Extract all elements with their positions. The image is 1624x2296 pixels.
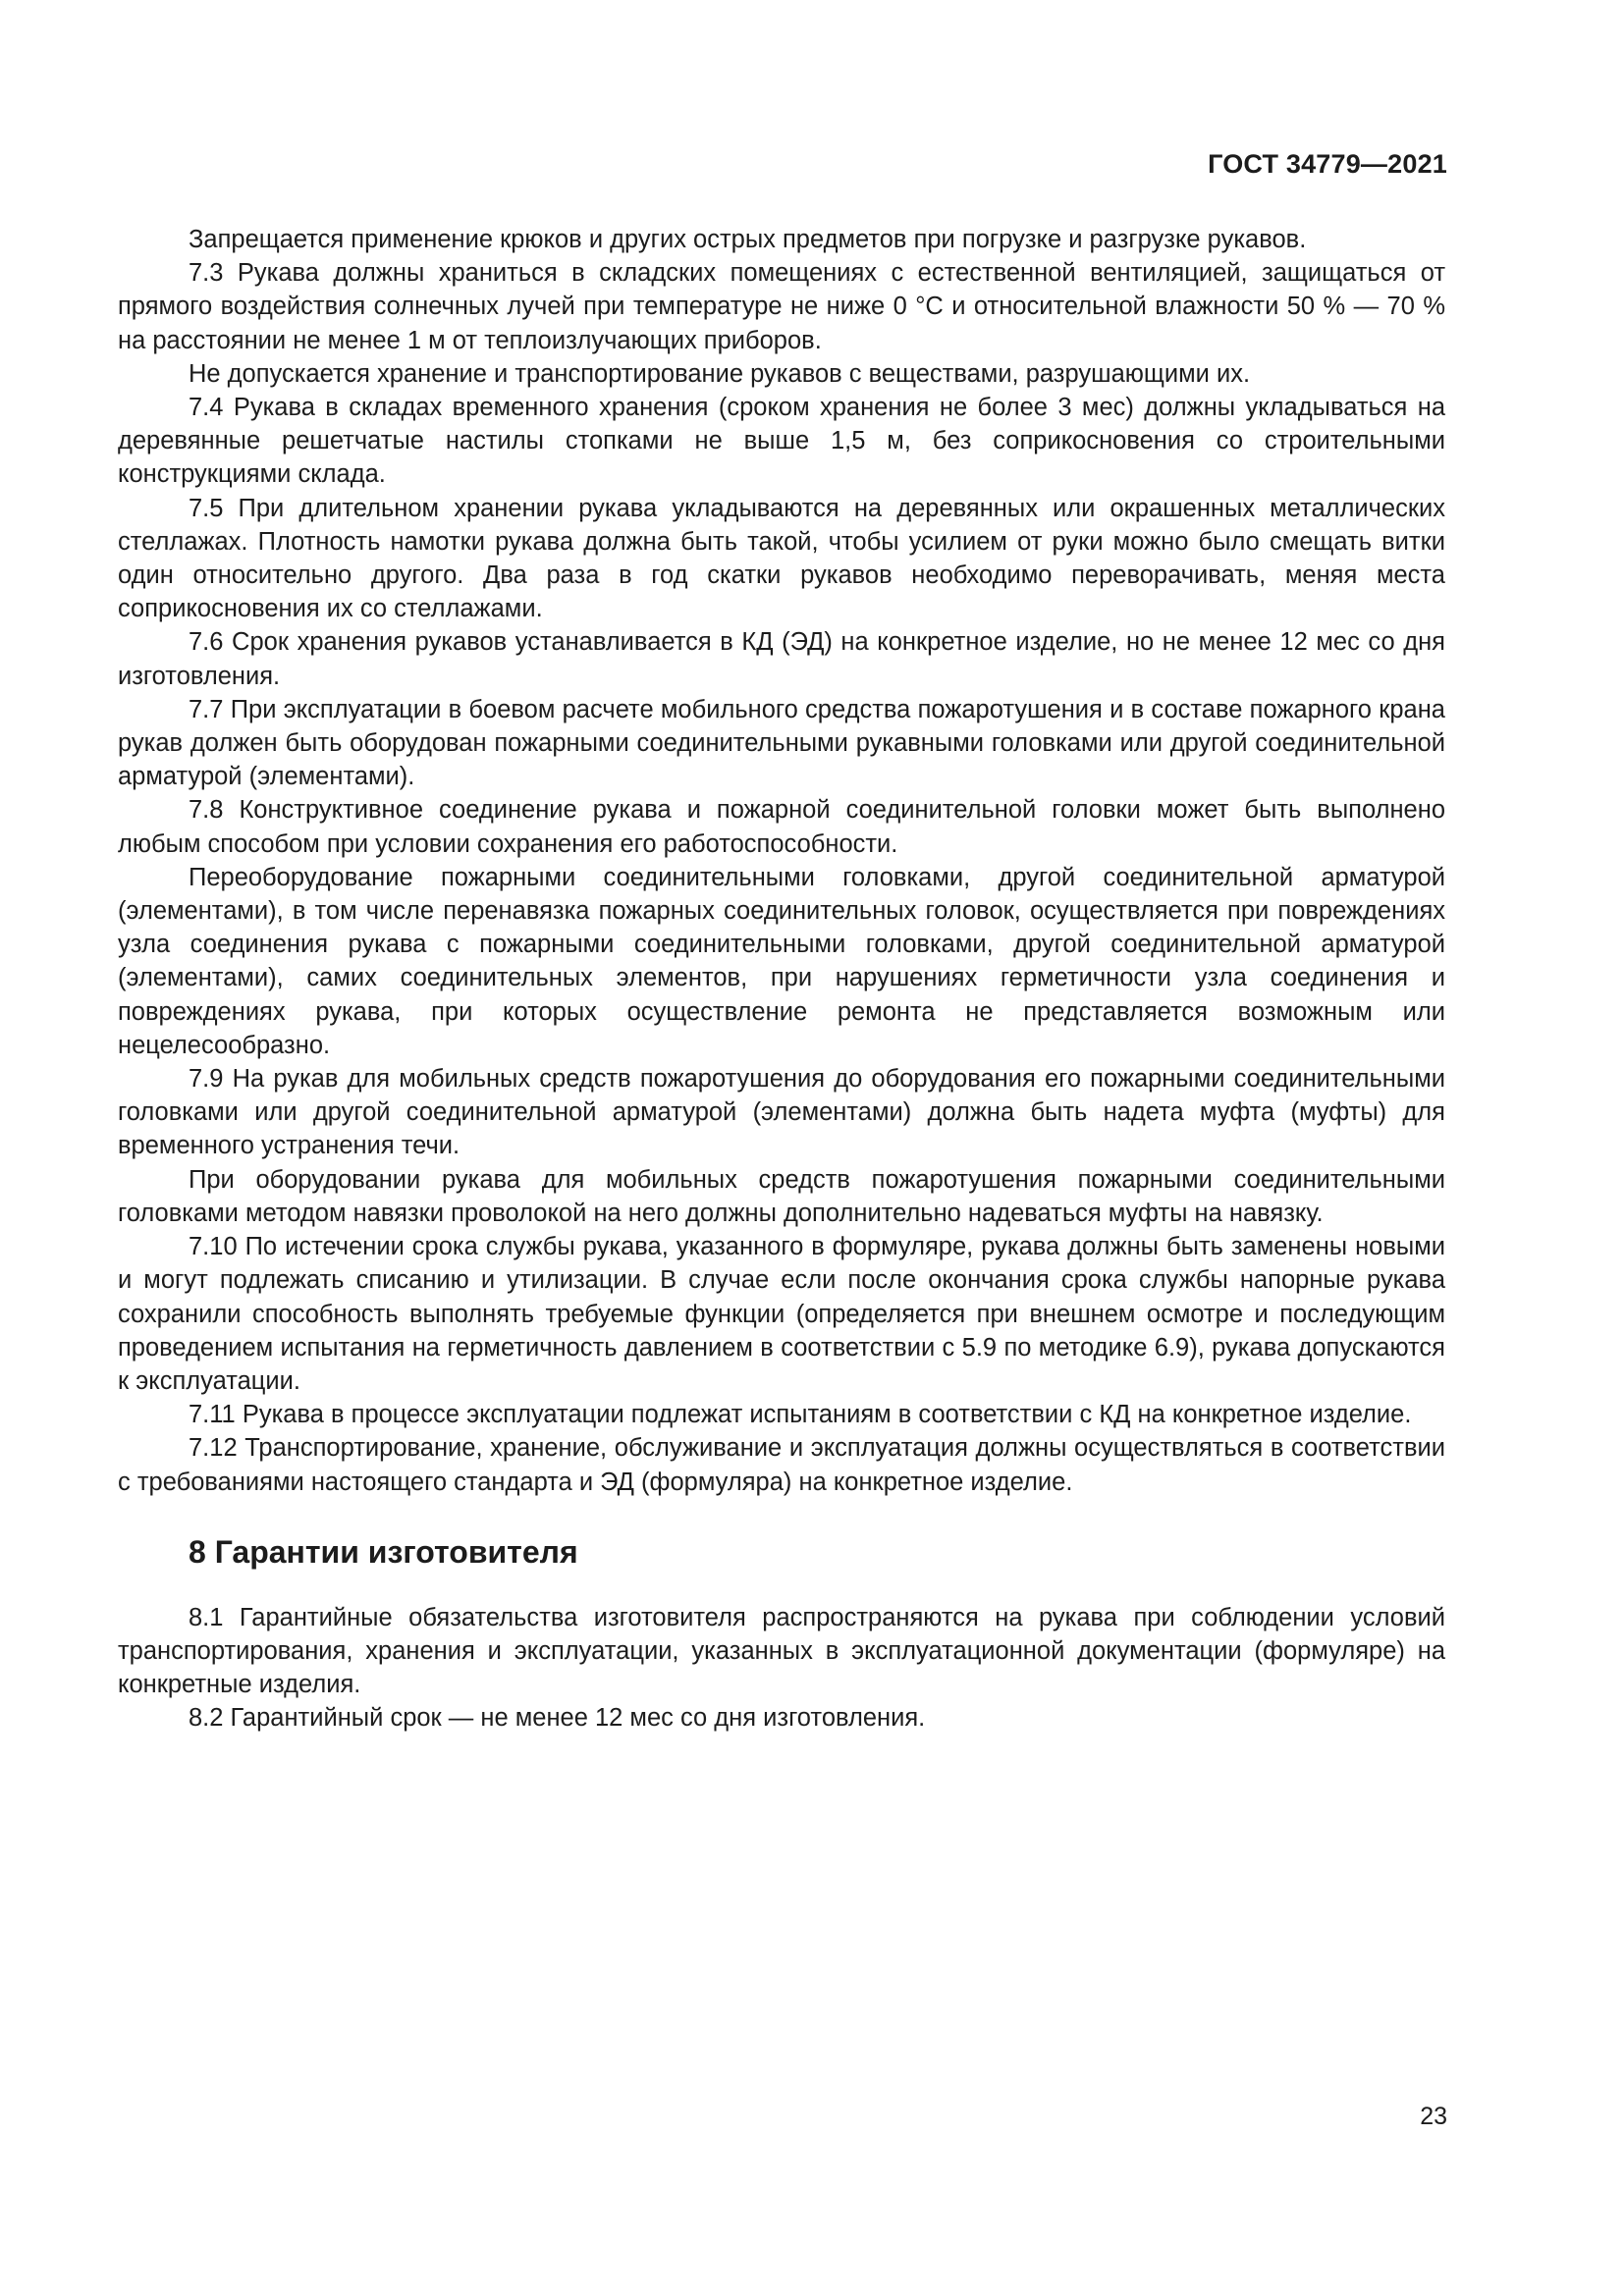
paragraph-7-7: 7.7 При эксплуатации в боевом расчете мобильного средства пожаротушения и в составе пожарного крана рукав должен быть оборудован пожарными соединительными рукавными головками или другой соединительной арматурой (элементами). xyxy=(118,695,1445,791)
paragraph-8-1: 8.1 Гарантийные обязательства изготовителя распространяются на рукава при соблюдении условий транспортирования, хранения и эксплуатации, указанных в эксплуатационной документации (формуляре) на конкретные изделия. xyxy=(118,1603,1445,1699)
paragraph-7-4: 7.4 Рукава в складах временного хранения (сроком хранения не более 3 мес) должны укладываться на деревянные решетчатые настилы стопками не выше 1,5 м, без соприкосновения со строительными конструкциями склада. xyxy=(118,394,1445,489)
paragraph-7-3: 7.3 Рукава должны храниться в складских помещениях с естественной вентиляцией, защищаться от прямого воздействия солнечных лучей при температуре не ниже 0 °С и относительной влажности 50 % — 70 % на расстоянии не менее 1 м от теплоизлучающих приборов. xyxy=(118,259,1445,354)
paragraph-7-5: 7.5 При длительном хранении рукава укладываются на деревянных или окрашенных металлических стеллажах. Плотность намотки рукава должна быть такой, чтобы усилием от руки можно было смещать витки один относительно другого. Два раза в год скатки рукавов необходимо переворачивать, меняя места соприкосновения их со стеллажами. xyxy=(118,494,1445,623)
paragraph-8-2: 8.2 Гарантийный срок — не менее 12 мес со дня изготовления. xyxy=(189,1704,926,1733)
paragraph-7-10: 7.10 По истечении срока службы рукава, указанного в формуляре, рукава должны быть заменены новыми и могут подлежать списанию и утилизации. В случае если после окончания срока службы напорные рукава сохранили способность выполнять требуемые функции (определяется при внешнем осмотре и последующим проведением испытания на герметичность давлением в соответствии с 5.9 по методике 6.9), рукава допускаются к эксплуатации. xyxy=(118,1233,1445,1395)
paragraph-7-9-wire-binding: При оборудовании рукава для мобильных средств пожаротушения пожарными соединительными головками методом навязки проволокой на него должны дополнительно надеваться муфты на навязку. xyxy=(118,1165,1445,1227)
paragraph-7-12: 7.12 Транспортирование, хранение, обслуживание и эксплуатация должны осуществляться в соответствии с требованиями настоящего стандарта и ЭД (формуляра) на конкретное изделие. xyxy=(118,1434,1445,1496)
paragraph-7-6: 7.6 Срок хранения рукавов устанавливается в КД (ЭД) на конкретное изделие, но не менее 12 мес со дня изготовления. xyxy=(118,628,1445,690)
paragraph-7-3-storage-restriction: Не допускается хранение и транспортирование рукавов с веществами, разрушающими их. xyxy=(189,359,1251,388)
page-number: 23 xyxy=(1420,2103,1447,2130)
paragraph-7-8: 7.8 Конструктивное соединение рукава и пожарной соединительной головки может быть выполнено любым способом при условии сохранения его работоспособности. xyxy=(118,796,1445,858)
section-heading-8: 8 Гарантии изготовителя xyxy=(189,1533,578,1570)
paragraph-7-11: 7.11 Рукава в процессе эксплуатации подлежат испытаниям в соответствии с КД на конкретное изделие. xyxy=(189,1401,1412,1429)
paragraph-7-8-reequipment: Переоборудование пожарными соединительными головками, другой соединительной арматурой (элементами), в том числе перенавязка пожарных соединительных головок, осуществляется при повреждениях узла соединения рукава с пожарными соединительными головками, другой соединительной арматурой (элементами), самих соединительных элементов, при нарушениях герметичности узла соединения и повреждениях рукава, при которых осуществление ремонта не представляется возможным или нецелесообразно. xyxy=(118,863,1445,1059)
document-code-header: ГОСТ 34779—2021 xyxy=(1208,149,1447,179)
document-body xyxy=(118,223,1445,1735)
paragraph-7-9: 7.9 На рукав для мобильных средств пожаротушения до оборудования его пожарными соединительными головками или другой соединительной арматурой (элементами) должна быть надета муфта (муфты) для временного устранения течи. xyxy=(118,1065,1445,1160)
paragraph-hooks-prohibition: Запрещается применение крюков и других острых предметов при погрузке и разгрузке рукавов. xyxy=(189,226,1307,253)
